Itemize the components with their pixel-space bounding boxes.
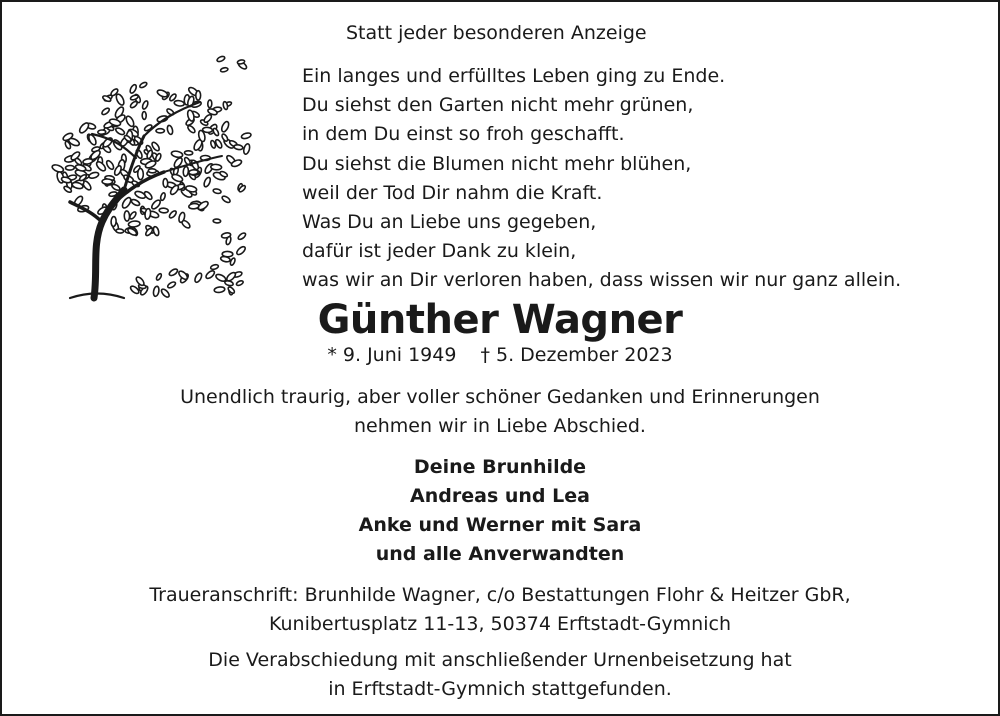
ceremony-line: Die Verabschiedung mit anschließender Urnenbeisetzung hat — [208, 649, 792, 671]
poem-line: Ein langes und erfülltes Leben ging zu Ende. — [302, 65, 726, 87]
poem — [302, 62, 901, 296]
deceased-name: Günther Wagner — [317, 297, 683, 343]
poem-line: was wir an Dir verloren haben, dass wissen wir nur ganz allein. — [302, 269, 902, 292]
mourner: Anke und Werner mit Sara — [358, 514, 642, 536]
mourning-address — [2, 581, 998, 639]
poem-line: dafür ist jeder Dank zu klein, — [302, 240, 577, 263]
life-dates — [2, 342, 998, 368]
ceremony-line: in Erftstadt-Gymnich stattgefunden. — [328, 678, 672, 700]
farewell-text — [2, 383, 998, 441]
address-line: Traueranschrift: Brunhilde Wagner, c/o Bestattungen Flohr & Heitzer GbR, — [149, 584, 851, 606]
ceremony-note — [2, 646, 998, 704]
mourner: und alle Anverwandten — [375, 543, 625, 565]
poem-line: Du siehst die Blumen nicht mehr blühen, — [302, 152, 692, 175]
birth-date: * 9. Juni 1949 — [327, 344, 457, 366]
windblown-tree-icon — [32, 40, 252, 308]
mourner: Deine Brunhilde — [413, 456, 587, 478]
farewell-line: Unendlich traurig, aber voller schöner Gedanken und Erinnerungen — [180, 386, 820, 408]
mourners-list — [2, 453, 998, 569]
poem-line: weil der Tod Dir nahm die Kraft. — [302, 181, 603, 204]
notice-header: Statt jeder besonderen Anzeige — [346, 22, 647, 44]
poem-line: Was Du an Liebe uns gegeben, — [302, 211, 597, 234]
poem-line: Du siehst den Garten nicht mehr grünen, — [302, 94, 694, 117]
death-date: † 5. Dezember 2023 — [480, 344, 673, 366]
poem-line: in dem Du einst so froh geschafft. — [302, 123, 625, 146]
address-line: Kunibertusplatz 11-13, 50374 Erftstadt-Gymnich — [268, 613, 731, 635]
mourner: Andreas und Lea — [410, 485, 590, 507]
farewell-line: nehmen wir in Liebe Abschied. — [354, 415, 646, 437]
